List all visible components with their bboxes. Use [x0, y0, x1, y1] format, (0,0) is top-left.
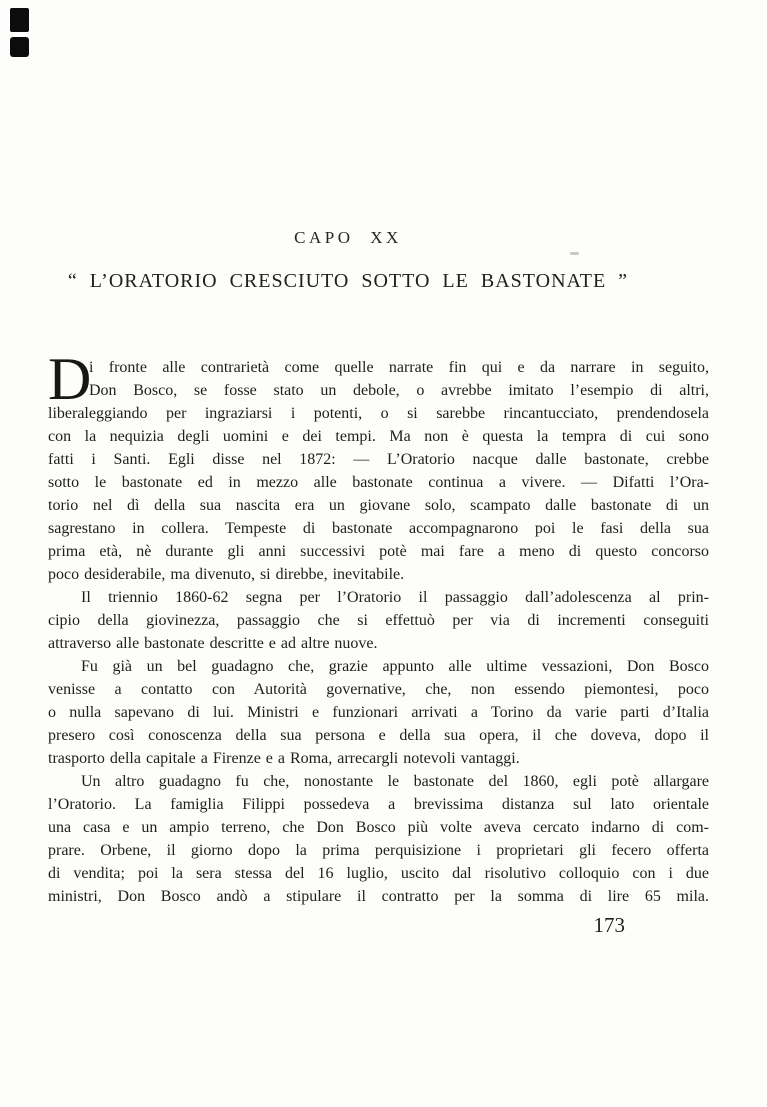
- paragraph: [48, 770, 709, 908]
- text-line: Un altro guadagno fu che, nonostante le bastonate del 1860, egli potè allargare: [81, 773, 709, 790]
- text-line: Fu già un bel guadagno che, grazie appunto alle ultime vessazioni, Don Bosco: [81, 658, 709, 675]
- text-line: una casa e un ampio terreno, che Don Bosco più volte aveva cercato indarno di com-: [48, 819, 709, 836]
- text-line: torio nel dì della sua nascita era un giovane solo, scampato dalle bastonate di un: [48, 497, 709, 514]
- text-line: cipio della giovinezza, passaggio che si effettuò per via di incrementi conseguiti: [48, 612, 709, 629]
- text-line: Don Bosco, se fosse stato un debole, o avrebbe imitato l’esempio di altri,: [89, 382, 709, 399]
- text-line: attraverso alle bastonate descritte e ad altre nuove.: [48, 635, 378, 652]
- text-line: o nulla sapevano di lui. Ministri e funzionari arrivati a Torino da varie parti d’Italia: [48, 704, 709, 721]
- ink-mark-artifact: [10, 37, 29, 57]
- text-line: l’Oratorio. La famiglia Filippi possedeva a brevissima distanza sul lato orientale: [48, 796, 709, 813]
- text-line: poco desiderabile, ma divenuto, si direbbe, inevitabile.: [48, 566, 405, 583]
- text-line: di vendita; poi la sera stessa del 16 luglio, uscito dal risolutivo colloquio con i due: [48, 865, 709, 882]
- chapter-heading: CAPO XX: [294, 228, 402, 247]
- drop-cap: D: [48, 346, 92, 412]
- text-line: prare. Orbene, il giorno dopo la prima perquisizione i proprietari gli fecero offerta: [48, 842, 709, 859]
- text-line: venisse a contatto con Autorità governative, che, non essendo piemontesi, poco: [48, 681, 709, 698]
- text-line: sotto le bastonate ed in mezzo alle bastonate continua a vivere. — Difatti l’Ora-: [48, 474, 709, 491]
- text-line: presero così conoscenza della sua persona e della sua opera, il che doveva, dopo il: [48, 727, 709, 744]
- text-line: Il triennio 1860-62 segna per l’Oratorio il passaggio dall’adolescenza al prin-: [81, 589, 709, 606]
- text-line: liberaleggiando per ingraziarsi i potenti, o si sarebbe rincantucciato, prendendosela: [48, 405, 709, 422]
- body-text: [48, 346, 709, 908]
- paragraph: [48, 346, 709, 586]
- text-line: i fronte alle contrarietà come quelle narrate fin qui e da narrare in seguito,: [89, 359, 709, 376]
- ink-mark-artifact: [10, 8, 29, 32]
- text-line: trasporto della capitale a Firenze e a Roma, arrecargli notevoli vantaggi.: [48, 750, 520, 767]
- text-line: con la nequizia degli uomini e dei tempi. Ma non è questa la tempra di cui sono: [48, 428, 709, 445]
- chapter-title: “ L’ORATORIO CRESCIUTO SOTTO LE BASTONATE ”: [67, 270, 629, 292]
- page-number: 173: [593, 913, 625, 937]
- text-line: prima età, nè durante gli anni successivi potè mai fare a meno di questo concorso: [48, 543, 709, 560]
- paragraph: [48, 655, 709, 770]
- text-line: ministri, Don Bosco andò a stipulare il contratto per la somma di lire 65 mila.: [48, 888, 709, 905]
- scan-speck-artifact: [570, 252, 579, 255]
- text-line: sagrestano in collera. Tempeste di bastonate accompagnarono poi le fasi della sua: [48, 520, 709, 537]
- text-line: fatti i Santi. Egli disse nel 1872: — L’Oratorio nacque dalle bastonate, crebbe: [48, 451, 709, 468]
- paragraph: [48, 586, 709, 655]
